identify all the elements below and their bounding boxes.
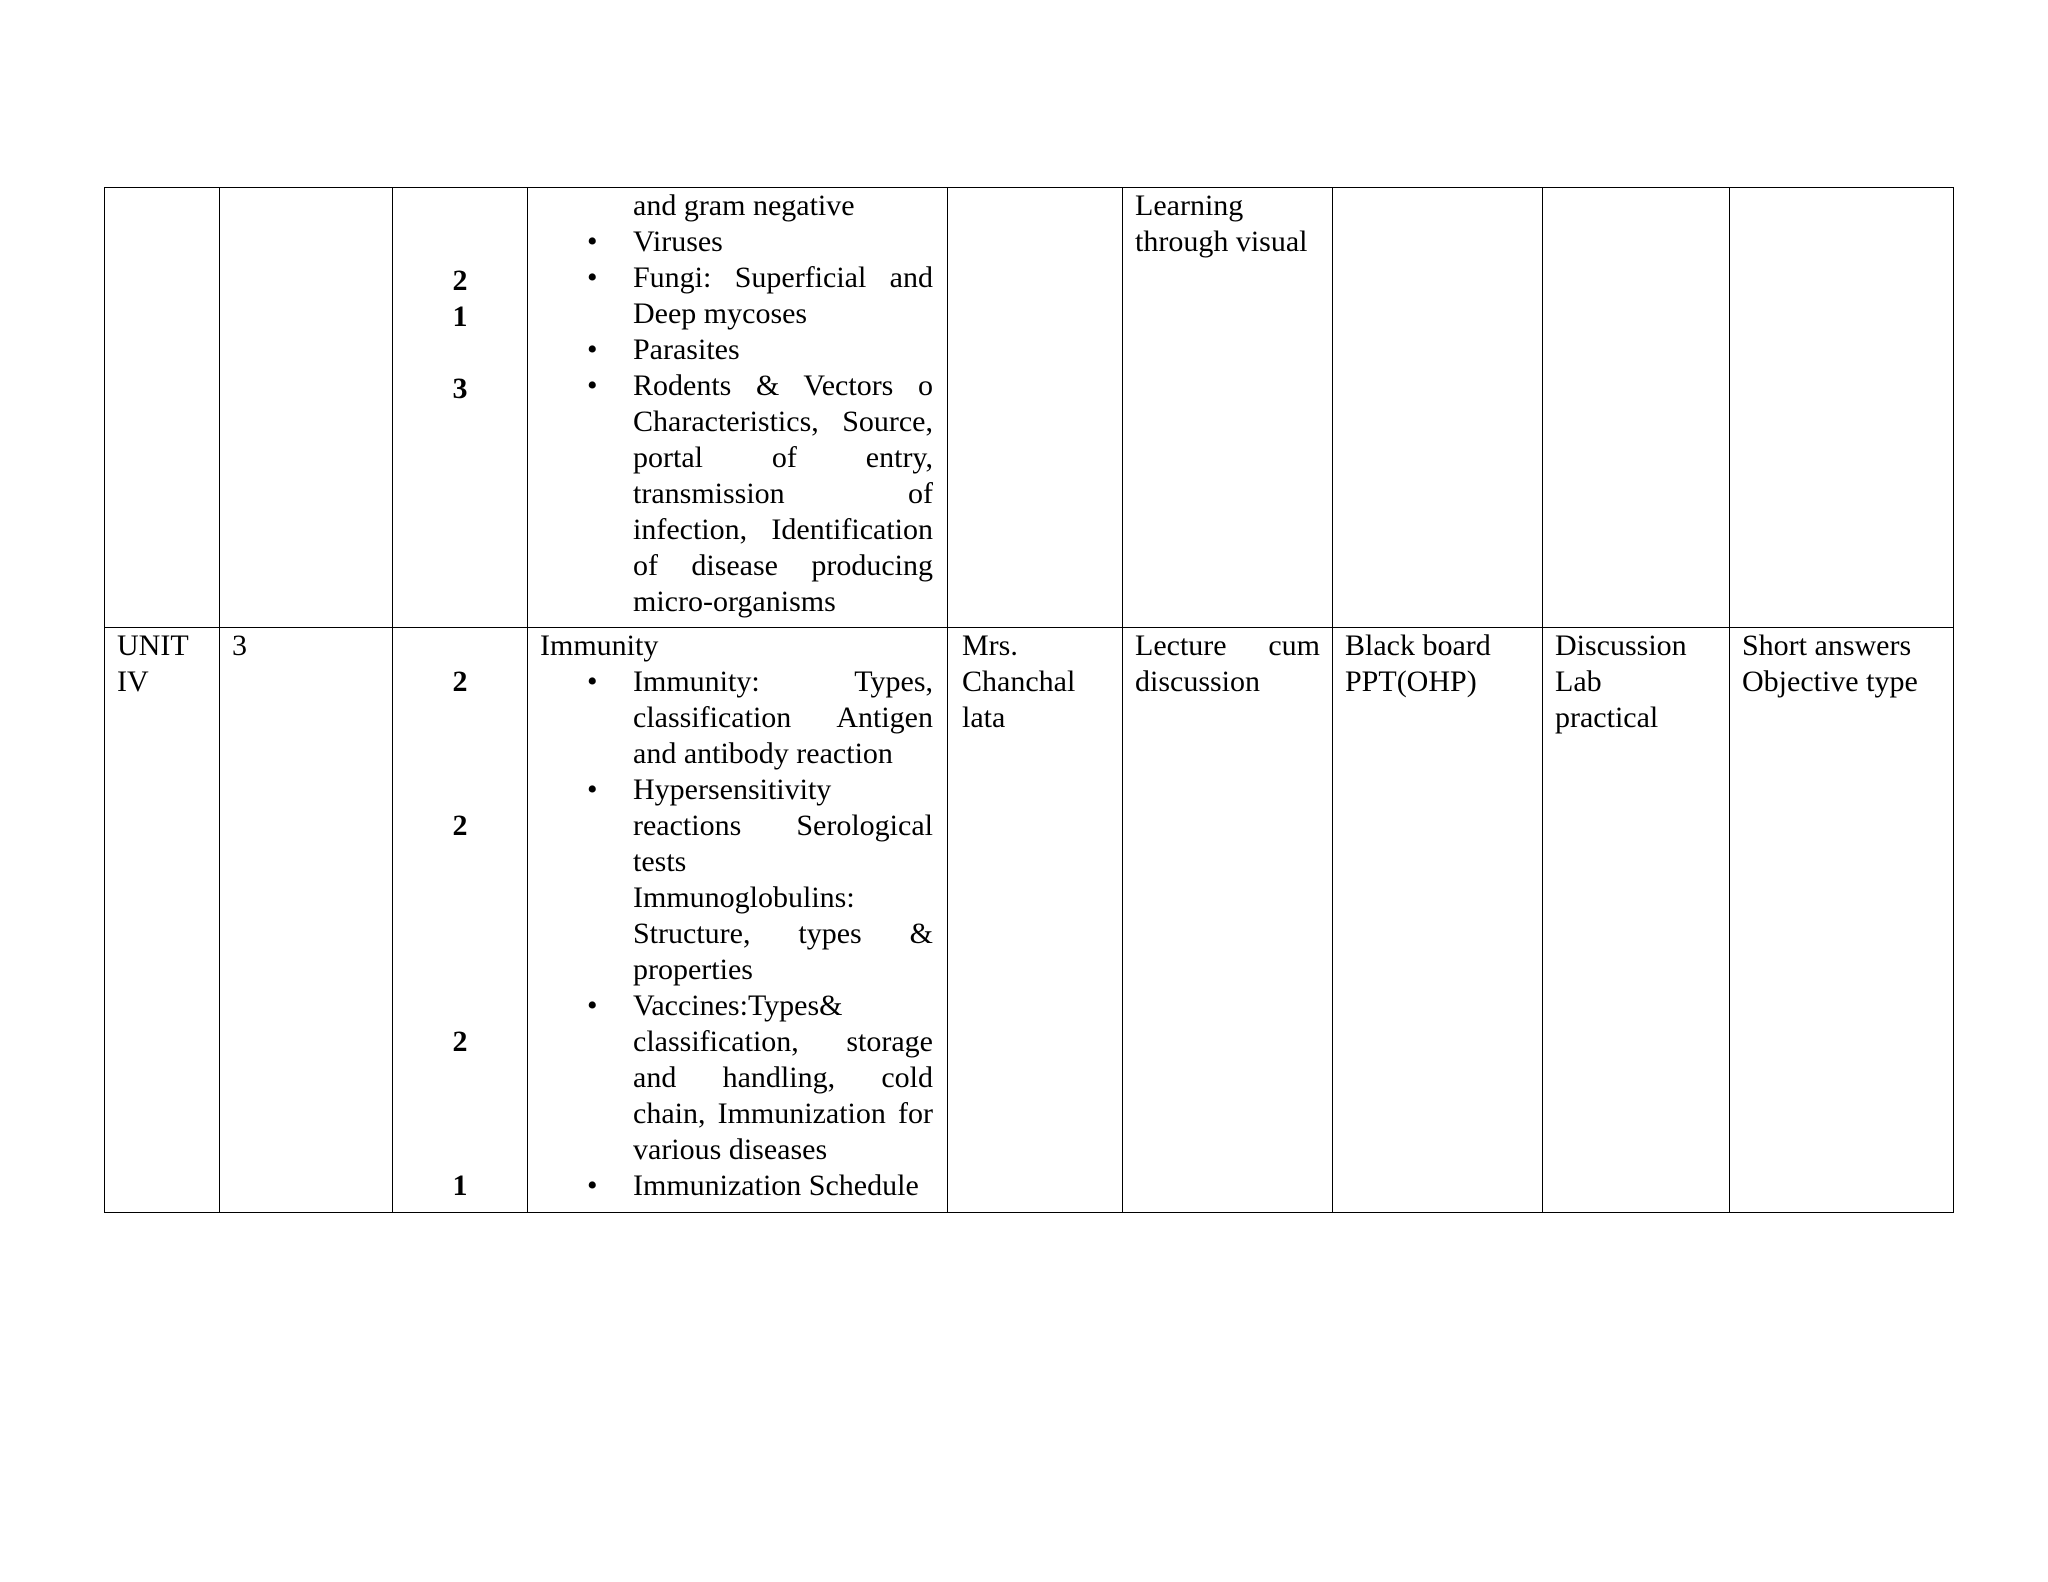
activity-item: Discussion bbox=[1555, 629, 1687, 662]
evaluation-item: Objective type bbox=[1742, 665, 1918, 698]
evaluation-item: Short answers bbox=[1742, 629, 1912, 662]
list-item-text: • Hypersensitivity reactions Serological tests bbox=[633, 773, 933, 878]
method-cell bbox=[1123, 188, 1333, 628]
hours-cell bbox=[393, 628, 528, 1213]
evaluation-cell bbox=[1730, 628, 1954, 1213]
hours-value: 1 bbox=[452, 1169, 468, 1202]
list-item: • Immunization Schedule bbox=[633, 1168, 933, 1204]
list-item: • Immunity: Types, classification Antigen and antibody reaction bbox=[633, 664, 933, 772]
content-cell bbox=[528, 188, 948, 628]
list-item: • Parasites bbox=[633, 332, 933, 368]
hours-value: 3 bbox=[452, 372, 468, 405]
hours-value: 2 bbox=[452, 1025, 468, 1058]
table-row bbox=[105, 188, 1954, 628]
av-aid-item: Black board bbox=[1345, 629, 1491, 662]
unit-heading: Immunity bbox=[540, 629, 659, 662]
total-hours-cell bbox=[220, 628, 393, 1213]
activity-item: practical bbox=[1555, 701, 1659, 734]
method-text: Learning through visual bbox=[1135, 189, 1308, 258]
table-row bbox=[105, 628, 1954, 1213]
list-item: • Fungi: Superficial and Deep mycoses bbox=[633, 260, 933, 332]
teacher-cell bbox=[948, 628, 1123, 1213]
list-item-text: Immunoglobulins: Structure, types & properties bbox=[633, 881, 933, 986]
total-hours-cell bbox=[220, 188, 393, 628]
topic-list bbox=[540, 224, 933, 620]
av-aids-cell bbox=[1333, 628, 1543, 1213]
activity-cell bbox=[1543, 188, 1730, 628]
hours-cell bbox=[393, 188, 528, 628]
list-item: • Viruses bbox=[633, 224, 933, 260]
content-continued: and gram negative bbox=[633, 189, 855, 222]
lesson-plan-table bbox=[104, 187, 1954, 1213]
topic-list bbox=[540, 664, 933, 1204]
unit-label: UNIT IV bbox=[117, 629, 189, 698]
activity-item: Lab bbox=[1555, 665, 1602, 698]
hours-value: 2 bbox=[452, 264, 468, 297]
av-aid-item: PPT(OHP) bbox=[1345, 665, 1477, 698]
teacher-name: Mrs. Chanchal lata bbox=[962, 629, 1076, 734]
method-cell bbox=[1123, 628, 1333, 1213]
unit-cell bbox=[105, 188, 220, 628]
content-cell bbox=[528, 628, 948, 1213]
unit-cell bbox=[105, 628, 220, 1213]
teacher-cell bbox=[948, 188, 1123, 628]
method-text: Lecture cum discussion bbox=[1135, 629, 1320, 698]
list-item bbox=[633, 772, 933, 988]
total-hours-value: 3 bbox=[232, 629, 247, 662]
evaluation-cell bbox=[1730, 188, 1954, 628]
hours-value: 2 bbox=[452, 665, 468, 698]
hours-value: 1 bbox=[452, 300, 468, 333]
hours-value: 2 bbox=[452, 809, 468, 842]
activity-cell bbox=[1543, 628, 1730, 1213]
list-item: • Vaccines:Types& classification, storage and handling, cold chain, Immunization for various diseases bbox=[633, 988, 933, 1168]
list-item: • Rodents & Vectors o Characteristics, Source, portal of entry, transmission of infection, Identification of disease producing micro-organisms bbox=[633, 368, 933, 620]
av-aids-cell bbox=[1333, 188, 1543, 628]
